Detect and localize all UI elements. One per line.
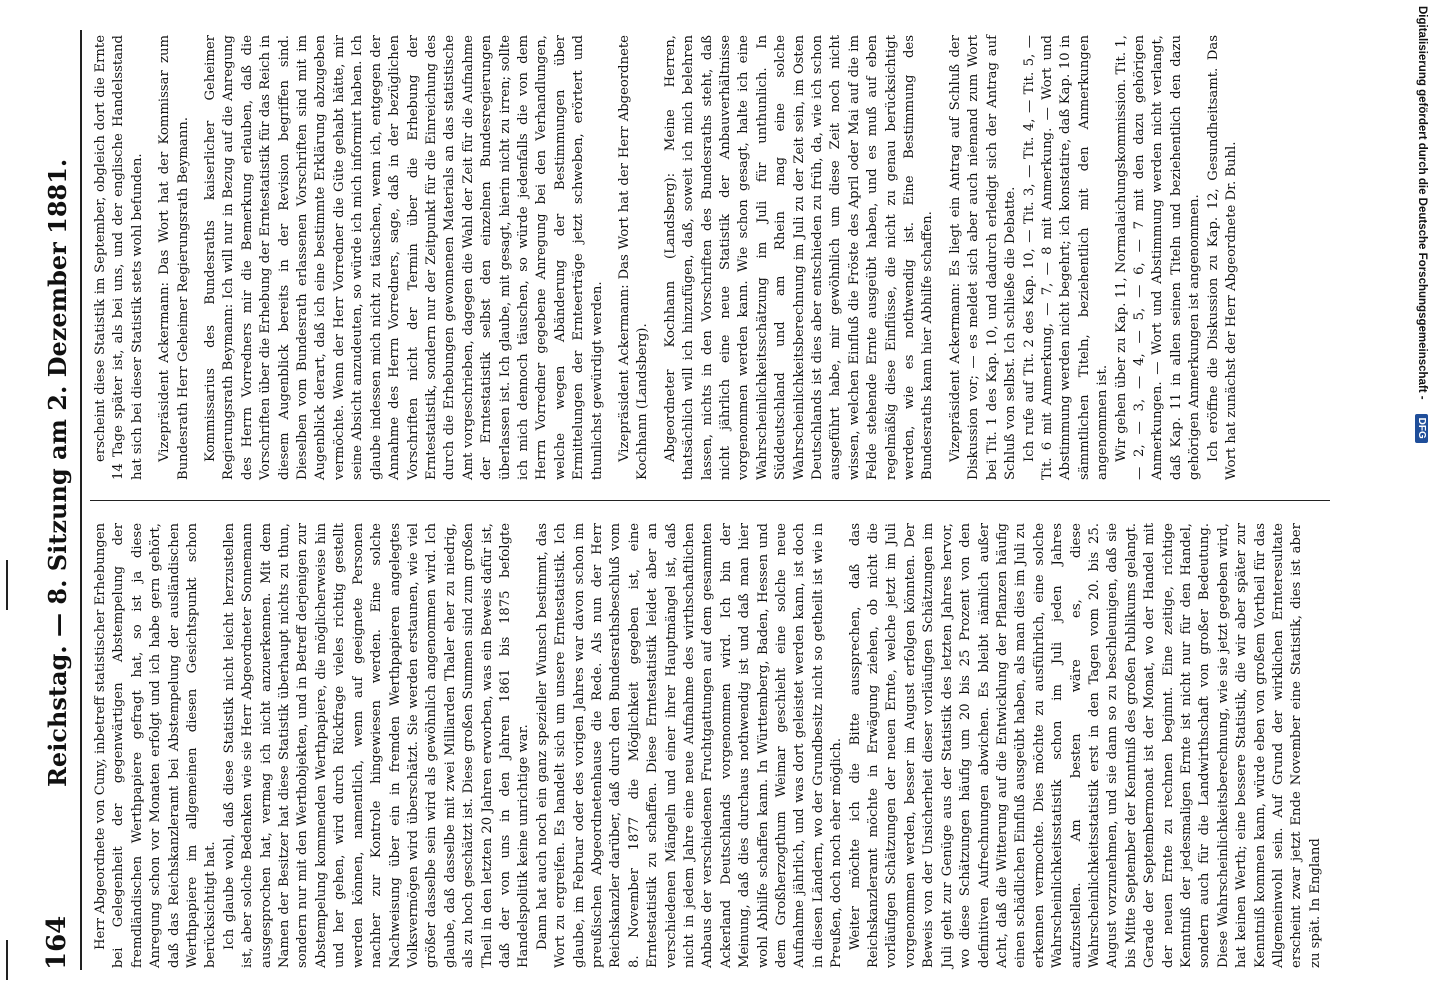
paragraph: Dann hat auch noch ein ganz spezieller Wunsch bestimmt, das Wort zu ergreifen. Es handelt sich um unsere Erntestatistik. Ich glaube, im Februar oder des vorigen Jahres war davon schon im preußischen Abgeordnetenhause die Rede. Als nun der Herr Reichskanzler darüber, daß durch den Bundesrathsbeschluß vom 8. November 1877 die Möglichkeit gegeben ist, eine Erntestatistik zu schaffen. Diese Erntestatistik leidet aber an verschiedenen Mängeln und einer ihrer Hauptmängel ist, daß nicht in jedem Jahre eine neue Aufnahme des wirthschaftlichen Anbaus der verschiedenen Fruchtgattungen auf dem gesammten Ackerland Deutschlands vorgenommen wird. Ich bin der Meinung, daß dies durchaus nothwendig ist und daß man hier wohl Abhilfe schaffen kann. In Württemberg, Baden, Hessen und dem Großherzogthum Weimar geschieht eine solche neue Aufnahme jährlich, und was dort geleistet werden kann, ist doch in diesen Ländern, wo der Grundbesitz nicht so getheilt ist wie in Preußen, doch noch eher möglich. (534, 523, 845, 968)
scan-edge-mark (6, 560, 8, 610)
dfg-logo-badge: DFG (1416, 414, 1429, 443)
text-column-left (92, 523, 1325, 968)
credit-text: Digitalisierung gefördert durch die Deutsche Forschungsgemeinschaft - (1416, 6, 1428, 400)
paragraph: erscheint diese Statistik im September, obgleich dort die Ernte 14 Tage später ist, als bei uns, und der englische Handelsstand hat sich bei dieser Statistik stets wohl befunden. (93, 35, 145, 480)
header-left: Reichstag. (42, 645, 72, 788)
header-title (43, 159, 72, 787)
paragraph: Vizepräsident Ackermann: Das Wort hat der Herr Abgeordnete Kochhann (Landsberg). (616, 35, 651, 480)
header-rule (80, 30, 82, 970)
page-number: 164 (42, 915, 72, 970)
column-divider (90, 500, 1330, 501)
header-center: — 8. Sitzung am 2. Dezember 1881. (42, 158, 72, 637)
credit-strip (1412, 6, 1432, 996)
text-column-right (92, 35, 1241, 480)
digitization-credit (1412, 6, 1432, 996)
paragraph: Herr Abgeordnete von Cuny, inbetreff statistischer Erhebungen bei Gelegenheit der gegenwärtigen Abstempelung der fremdländischen Werthpapiere gefragt hat, so ist ja diese Anregung schon vor Monaten erfolgt und ich habe gern gehört, daß das Reichskanzleramt bei Abstempelung der ausländischen Werthpapiere im allgemeinen diesen Gesichtspunkt schon berücksichtigt hat. (93, 523, 219, 968)
scan-edge-mark (6, 940, 8, 980)
paragraph: Wir gehen über zu Kap. 11, Normalaichungskommission. Tit. 1, — 2, — 3, — 4, — 5, — 6, — 7 mit den dazu gehörigen Anmerkungen. — Wort und Abstimmung werden nicht verlangt, daß Kap. 11 in allen seinen Titeln und beziehentlich den dazu gehörigen Anmerkungen ist angenommen. (1113, 35, 1203, 480)
paragraph: Vizepräsident Ackermann: Das Wort hat der Kommissar zum Bundesrath Herr Geheimer Regierungsrath Beymann. (157, 35, 191, 480)
page-header (40, 30, 74, 970)
paragraph: Weiter möchte ich die Bitte aussprechen, daß das Reichskanzleramt möchte in Erwägung ziehen, ob nicht die vorläufigen Schätzungen der neuen Ernte, welche jetzt im Juli vorgenommen werden, besser im August erfolgen könnten. Der Beweis von der Unsicherheit dieser vorläufigen Schätzungen im Juli geht zur Genüge aus der Statistik des letzten Jahres hervor, wo diese Schätzungen häufig um 20 bis 25 Prozent von den definitiven Aufrechnungen abwichen. Es bleibt nämlich außer Acht, daß die Witterung auf die Entwicklung der Pflanzen häufig einen schädlichen Einfluß ausgeübt haben, als man dies im Juli zu erkennen vermochte. Dies möchte zu ausführlich, eine solche Wahrscheinlichkeitsstatistik schon im Juli jeden Jahres aufzustellen. Am besten wäre es, diese Wahrscheinlichkeitsstatistik erst in den Tagen vom 20. bis 25. August vorzunehmen, und sie dann so zu beschleunigen, daß sie bis Mitte September der Kenntniß des großen Publikums gelangt. Gerade der Septembermonat ist der Monat, wo der Handel mit der neuen Ernte zu rechnen beginnt. Eine zeitige, richtige Kenntniß der jedesmaligen Ernte ist nicht nur für den Handel, sondern auch für die Landwirthschaft von großer Bedeutung. Diese Wahrscheinlichkeitsberechnung, wie sie jetzt gegeben wird, hat keinen Werth; eine bessere Statistik, die wir aber später zur Kenntniß kommen kann, würde eben von großem Vortheil für das Allgemeinwohl sein. Auf Grund der wirklichen Ernteresultate erscheint zwar jetzt Ende November eine Statistik, dies ist aber zu spät. In England (847, 523, 1323, 968)
paragraph: Ich glaube wohl, daß diese Statistik nicht leicht herzustellen ist, aber solche Bedenken wie sie Herr Abgeordneter Sonnemann ausgesprochen hat, vermag ich nicht anzuerkennen. Mit dem Namen der Besitzer hat diese Statistik überhaupt nichts zu thun, sondern nur mit den Werthobjekten, und in Betreff derjenigen zur Abstempelung kommenden Werthpapiere, die möglicherweise hin und her gehen, wird durch Rückfrage vieles richtig gestellt werden können, namentlich, wenn auf geeignete Personen nachher zur Kontrole hingewiesen werden. Eine solche Nachweisung über ein in fremden Werthpapieren angelegtes Volksvermögen wird überschätzt. Sie werden erstaunen, wie viel größer dasselbe sein wird als gewöhnlich angenommen wird. Ich glaube, daß dasselbe mit zwei Milliarden Thaler eher zu niedrig, als zu hoch geschätzt ist. Diese großen Summen sind zum großen Theil in den letzten 20 Jahren erworben, was ein Beweis dafür ist, daß der von uns in den Jahren 1861 bis 1875 befolgte Handelspolitik keine unrichtige war. (221, 523, 532, 968)
paragraph: Ich rufe auf Tit. 2 des Kap. 10, — Tit. 3, — Tit. 4, — Tit. 5, — Tit. 6 mit Anmerkung, — 7, — 8 mit Anmerkung. — Wort und Abstimmung werden nicht begehrt; ich konstatire, daß Kap. 10 in sämmtlichen Titeln, beziehentlich mit den Anmerkungen angenommen ist. (1021, 35, 1111, 480)
paragraph: Ich eröffne die Diskussion zu Kap. 12, Gesundheitsamt. Das Wort hat zunächst der Herr Abgeordnete Dr. Buhl. (1205, 35, 1239, 480)
paragraph: Vizepräsident Ackermann: Es liegt ein Antrag auf Schluß der Diskussion vor; — es meldet sich aber auch niemand zum Wort bei Tit. 1 des Kap. 10, und dadurch erledigt sich der Antrag auf Schluß von selbst. Ich schließe die Debatte. (947, 35, 1019, 480)
paragraph: Kommissarius des Bundesraths kaiserlicher Geheimer Regierungsrath Beymann: Ich will nur in Bezug auf die Anregung des Herrn Vorredners mir die Bemerkung erlauben, daß die Vorschriften über die Erhebung der Erntestatistik für das Reich in diesem Augenblick bereits in der Revision begriffen sind. Dieselben vom Bundesrath erlassenen Vorschriften sind mit im Augenblick derart, daß ich eine bestimmte Erklärung abzugeben vermöchte. Wenn der Herr Vorredner die Güte gehabt hätte, mir seine Absicht anzudeuten, so würde ich mich informirt haben. Ich glaube indessen mich nicht zu täuschen, wenn ich, entgegen der Annahme des Herrn Vorredners, sage, daß in der bezüglichen Vorschriften nicht der Termin über die Erhebung der Erntestatistik, sondern nur der Zeitpunkt für die Einreichung des durch die Erhebungen gewonnenen Materials an das statistische Amt vorgeschrieben, dagegen die Wahl der Zeit für die Aufnahme der Erntestatistik selbst den einzelnen Bundesregierungen überlassen ist. Ich glaube, mit gesagt, hierin nicht zu irren; sollte ich mich dennoch täuschen, so würde jedenfalls die von dem Herrn Vorredner gegebene Anregung bei den Verhandlungen, welche wegen Abänderung der Bestimmungen über Ermittelungen der Ernteerträge jetzt schweben, erörtert und thunlichst gewürdigt werden. (203, 35, 605, 480)
paragraph: Abgeordneter Kochhann (Landsberg): Meine Herren, thatsächlich will ich hinzufügen, daß, soweit ich mich belehren lassen, nichts in den Vorschriften des Bundesraths steht, daß nicht jährlich eine neue Statistik der Anbauverhältnisse vorgenommen werden kann. Wie schon gesagt, halte ich eine Wahrscheinlichkeitsschätzung im Juli für unthunlich. In Süddeutschland und am Rhein mag eine solche Wahrscheinlichkeitsberechnung im Juli zu der Zeit sein, im Osten Deutschlands ist dies aber entschieden zu früh, da, wie ich schon ausgeführt habe, mir gewöhnlich um diese Zeit noch nicht wissen, welchen Einfluß die Fröste des April oder Mai auf die im Felde stehende Ernte ausgeübt haben, und es muß auf eben regelmäßig diese Einflüsse, die nicht zu genau berücksichtigt werden, wie es nothwendig ist. Eine Bestimmung des Bundesraths kann hier Abhilfe schaffen. (662, 35, 936, 480)
